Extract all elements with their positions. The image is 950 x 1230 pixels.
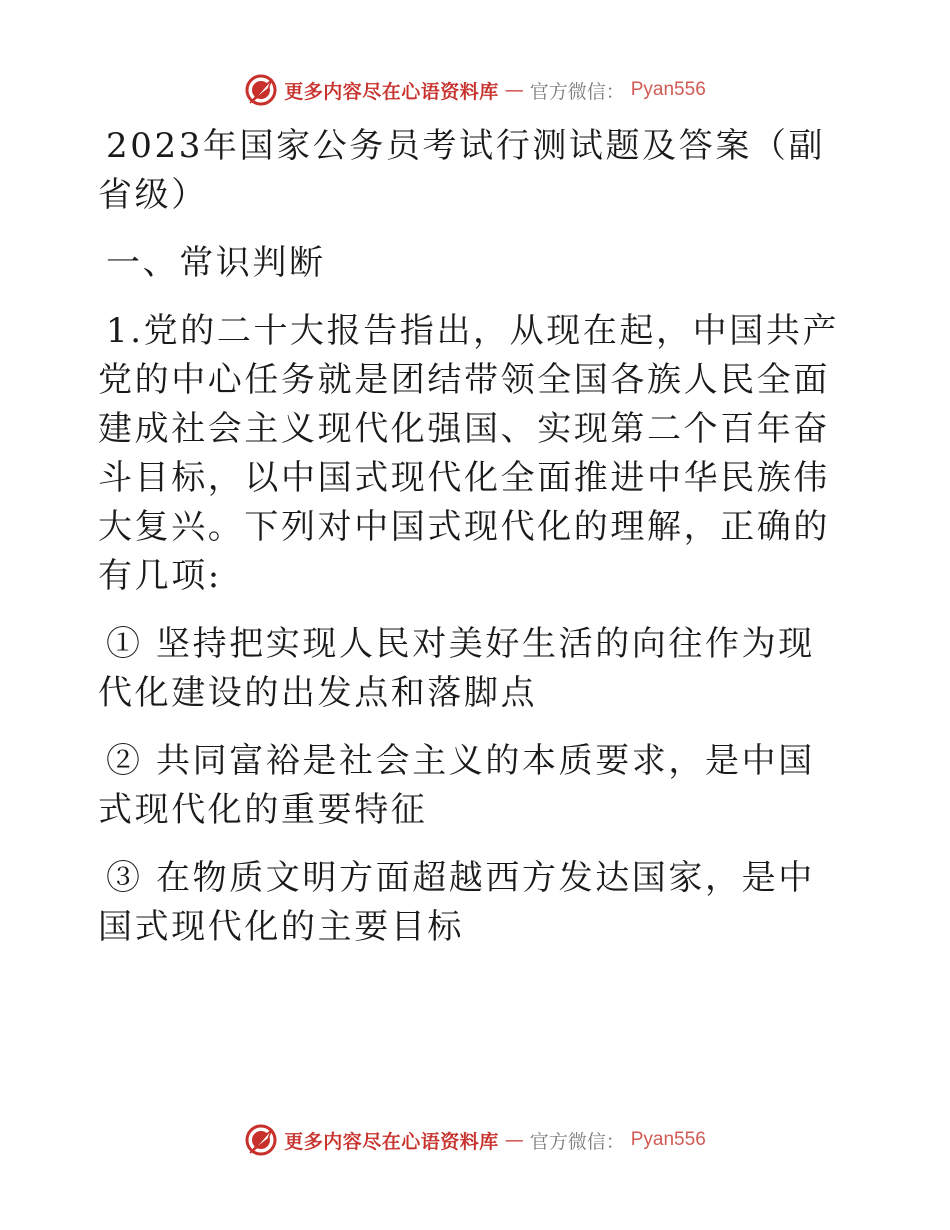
question-stem: 1.党的二十大报告指出，从现在起，中国共产党的中心任务就是团结带领全国各族人民全面建成社会主义现代化强国、实现第二个百年奋斗目标，以中国式现代化全面推进中华民族伟大复兴。下列对中国式现代化的理解，正确的有几项: <box>98 311 840 596</box>
banner-main-text: 更多内容尽在心语资料库 <box>284 80 499 103</box>
section-heading: 一、常识判断 <box>106 243 326 283</box>
footer-banner <box>0 1120 950 1160</box>
banner-main-text: 更多内容尽在心语资料库 <box>284 1130 499 1153</box>
banner-wechat-label: 官方微信： <box>529 1130 625 1153</box>
banner-wechat-label: 官方微信： <box>529 80 625 103</box>
quill-emblem-icon <box>244 73 278 107</box>
banner-separator: — <box>504 1129 524 1151</box>
banner-wechat-id: Pyan556 <box>630 1129 706 1150</box>
option-item: ② 共同富裕是社会主义的本质要求，是中国式现代化的重要特征 <box>98 741 815 830</box>
banner-wechat-id: Pyan556 <box>630 79 706 100</box>
header-banner <box>0 70 950 110</box>
banner-separator: — <box>504 79 524 101</box>
quill-emblem-icon <box>244 1123 278 1157</box>
document-title: 2023年国家公务员考试行测试题及答案（副省级） <box>98 126 826 215</box>
document-body <box>98 122 850 971</box>
option-item: ③ 在物质文明方面超越西方发达国家，是中国式现代化的主要目标 <box>98 858 815 947</box>
option-item: ① 坚持把实现人民对美好生活的向往作为现代化建设的出发点和落脚点 <box>98 624 815 713</box>
